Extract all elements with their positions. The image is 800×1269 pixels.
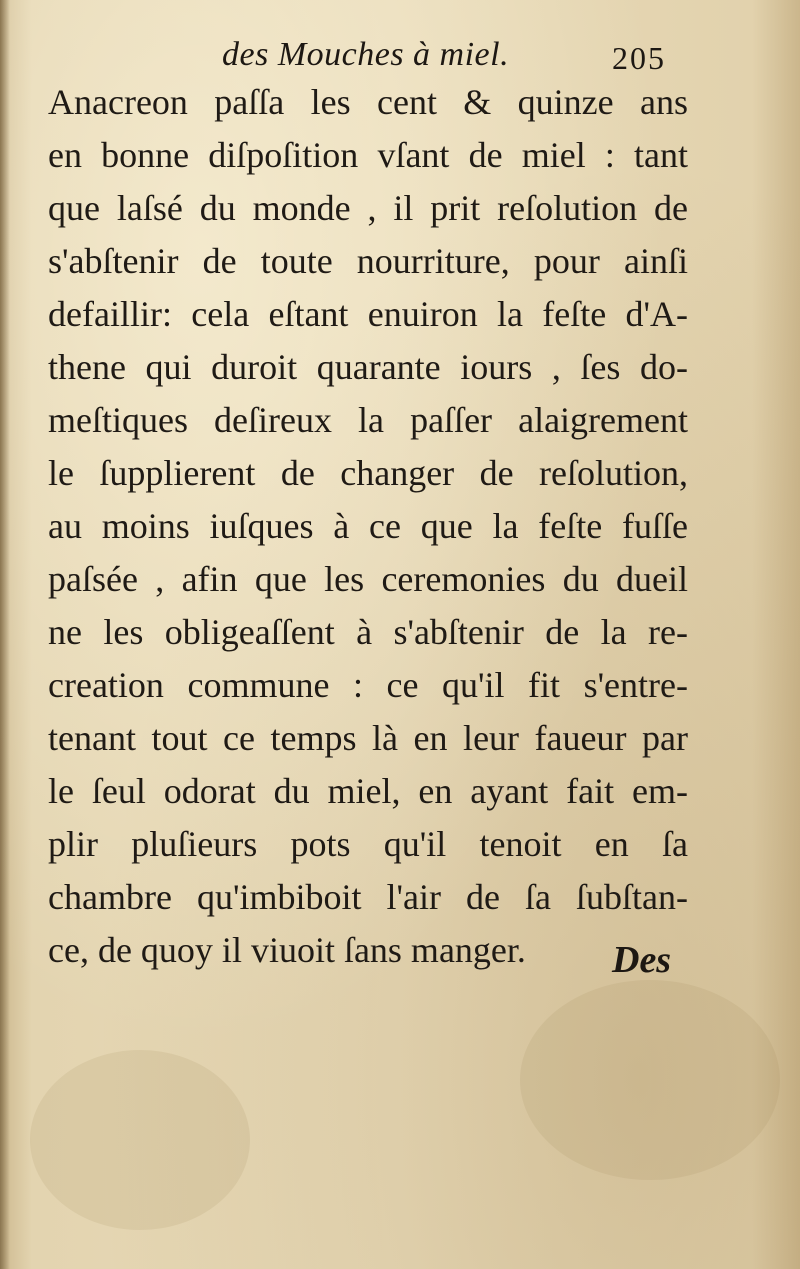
text-line: meſtiques deſireux la paſſer alaigrement xyxy=(48,400,688,440)
text-line: defaillir: cela eſtant enuiron la feſte d'A- xyxy=(48,294,688,334)
text-line: thene qui duroit quarante iours , ſes do- xyxy=(48,347,688,387)
paper-stain xyxy=(520,980,780,1180)
text-line: creation commune : ce qu'il fit s'entre- xyxy=(48,665,688,705)
body-text xyxy=(48,76,688,977)
text-line: que laſsé du monde , il prit reſolution de xyxy=(48,188,688,228)
text-line: ce, de quoy il viuoit ſans manger. xyxy=(48,930,526,970)
text-line: au moins iuſques à ce que la feſte fuſſe xyxy=(48,506,688,546)
text-line: en bonne diſpoſition vſant de miel : tant xyxy=(48,135,688,175)
text-line: paſsée , afin que les ceremonies du dueil xyxy=(48,559,688,599)
page-gutter-shadow xyxy=(0,0,10,1269)
text-line: plir pluſieurs pots qu'il tenoit en ſa xyxy=(48,824,688,864)
paper-stain xyxy=(30,1050,250,1230)
text-line: le ſupplierent de changer de reſolution, xyxy=(48,453,688,493)
running-title: des Mouches à miel. xyxy=(222,36,510,73)
text-line: s'abſtenir de toute nourriture, pour ainſi xyxy=(48,241,688,281)
text-line: ne les obligeaſſent à s'abſtenir de la re- xyxy=(48,612,688,652)
text-line: tenant tout ce temps là en leur faueur par xyxy=(48,718,688,758)
text-line: le ſeul odorat du miel, en ayant fait em- xyxy=(48,771,688,811)
text-line: chambre qu'imbiboit l'air de ſa ſubſtan- xyxy=(48,877,688,917)
text-line: Anacreon paſſa les cent & quinze ans xyxy=(48,82,688,122)
page-number: 205 xyxy=(612,40,666,76)
catchword: Des xyxy=(612,939,672,981)
